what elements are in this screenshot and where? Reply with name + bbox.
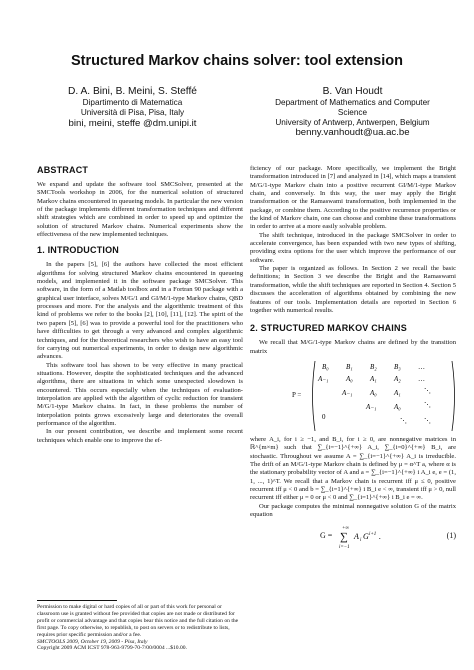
svg-text:0: 0 [322, 412, 326, 421]
svg-text:…: … [418, 374, 425, 383]
svg-text:B₃: B₃ [394, 362, 401, 371]
matrix-equation [250, 523, 456, 549]
abstract-heading: ABSTRACT [37, 165, 89, 175]
author-affiliation: Science [337, 107, 368, 117]
equation-number: (1) [446, 531, 456, 541]
svg-text:A₁: A₁ [370, 374, 377, 383]
svg-text:⋱: ⋱ [400, 416, 407, 425]
left-column [37, 165, 243, 445]
paragraph: In our present contribution, we describe and implement some recent techniques which enable one to improve the ef- [37, 428, 243, 444]
svg-text:A₁: A₁ [394, 388, 401, 397]
author-affiliation: Department of Mathematics and Computer [275, 98, 430, 107]
svg-text:A₀: A₀ [370, 388, 377, 397]
svg-text:i+1: i+1 [369, 532, 377, 538]
paragraph: This software tool has shown to be very effective in many practical situations. However, despite the sophisticated techniques and the advanced algorithms, there are situations in which some unexpected slowdown is encountered. This occurs especially when the techniques of evaluation-interpolation are applied with the algorithm of cyclic reduction for transient M/G/1-type Markov chains. In fact, in these problems the number of interpolation points grows excessively large and deteriorates the overall performance of the algorithm. [37, 361, 243, 427]
author-affiliation: Università di Pisa, Pisa, Italy [80, 107, 185, 117]
paragraph: We recall that M/G/1-type Markov chains are defined by the transition matrix [250, 339, 456, 355]
svg-text:A₋₁: A₋₁ [318, 374, 329, 383]
svg-text:⋱: ⋱ [424, 416, 431, 425]
right-column [250, 165, 456, 553]
author-names: D. A. Bini, B. Meini, S. Steffé [68, 86, 197, 97]
paragraph: Our package computes the minimal nonnegative solution G of the matrix equation [250, 502, 456, 518]
permission-notice: Permission to make digital or hard copies of all or part of this work for personal or classroom use is granted without fee provided that copies are not made or distributed for profit or commercial advantage and that copies bear this notice and the full citation on the first page. To copy otherwise, to republish, to post on servers or to redistribute to lists, requires prior specific permission and/or a fee. [37, 604, 239, 638]
svg-text:G: G [363, 532, 369, 542]
equation-lhs: G = [320, 531, 333, 541]
svg-text:A₋₁: A₋₁ [342, 388, 353, 397]
paper-title: Structured Markov chains solver: tool extension [71, 53, 403, 69]
svg-text:⋱: ⋱ [424, 386, 431, 395]
svg-text:.: . [379, 532, 381, 542]
paragraph: In the papers [5], [6] the authors have collected the most efficient algorithms for solving structured Markov chains encountered in queueing models, and implemented it in the software package SMCSolver. This software, in the form of a Matlab toolbox and in a Fortran 90 package with a graphical user interface, solves M/G/1 and GI/M/1-type Markov chains, QBD processes and more. For the analysis and the algorithmic treatment of this kind of problems we refer to the books [2], [10], [11], [12]. The spirit of the two papers [5], [6] was to provide a powerful tool for the practitioners who have difficulties to get through a very advanced and complex algorithmic techniques, and for the theoretical researchers who wish to have an easy tool for carrying out numerical experiments, in order to design new algorithmic advances. [37, 261, 243, 361]
author-names: B. Van Houdt [322, 86, 383, 97]
author-block-1 [30, 86, 235, 129]
footnote [37, 600, 243, 652]
author-email: bini, meini, steffe @dm.unipi.it [68, 117, 197, 129]
svg-text:A₋₁: A₋₁ [366, 402, 377, 411]
author-block-2 [250, 86, 455, 138]
svg-text:B₁: B₁ [346, 362, 353, 371]
svg-text:B₀: B₀ [322, 362, 329, 371]
svg-text:i: i [360, 538, 362, 544]
paragraph: ficiency of our package. More specifically, we implement the Bright transformation introduced in [7] and analyzed in [14], which maps a transient M/G/1-type Markov chain into a positive recurrent GI/M/1-type Markov chain, and conversely. In this way, the user may apply the Bright transformation or the Ramaswami transformation, both implemented in the package, or combine them. According to the positive recurrence properties or the kind of Markov chain, one can choose and combine these transformations in order to arrive at a more easily solvable problem. [250, 165, 456, 231]
matrix-label: P = [292, 390, 302, 399]
svg-text:A₀: A₀ [394, 402, 401, 411]
paragraph: The shift technique, introduced in the package SMCSolver in order to accelerate convergence, has been expanded with two new types of shifting, providing extra options for the user which improve the performance of our software. [250, 231, 456, 264]
author-affiliation: Dipartimento di Matematica [82, 98, 183, 107]
author-affiliation: University of Antwerp, Antwerpen, Belgium [275, 117, 430, 127]
svg-text:∑: ∑ [340, 531, 348, 544]
svg-text:A₀: A₀ [346, 374, 353, 383]
paragraph: The paper is organized as follows. In Section 2 we recall the basic definitions; in Section 3 we describe the Bright and the Ramaswami transformation, while the shift techniques are reported in Section 4. Section 5 discusses the acceleration of algorithms obtained by combining the new features of our tools. Implementation details are reported in Section 6 together with numerical results. [250, 265, 456, 314]
introduction-heading: 1. INTRODUCTION [37, 245, 120, 256]
copyright: Copyright 2009 ACM ICST 978-963-9799-70-7/00/0004 ...$10.00. [37, 645, 187, 652]
svg-text:A: A [354, 532, 359, 542]
svg-text:i=−1: i=−1 [339, 545, 350, 550]
svg-text:…: … [418, 362, 425, 371]
svg-text:+∞: +∞ [342, 526, 349, 532]
footnote-rule [37, 600, 117, 601]
paragraph: where A_i, for i ≥ −1, and B_i, for i ≥ 0, are nonnegative matrices in ℝ^{m×m} such that ∑_{i=−1}^{+∞} A_i, ∑_{i=0}^{+∞} B_i, are stochastic. Throughout we assume A = ∑_{i=−1}^{+∞} A_i is irreducible. The drift of an M/G/1-type Markov chain is defined by μ = α^T a, where α is the stationary probability vector of A and a = ∑_{i=−1}^{+∞} i A_i e, e = (1, 1, ..., 1)^T. We recall that a Markov chain is recurrent iff μ ≤ 0, positive recurrent iff μ < 0 and b = ∑_{i=1}^{+∞} i B_i e < ∞, transient iff μ > 0, null recurrent iff either μ = 0 or μ < 0 and ∑_{i=1}^{+∞} i B_i e = ∞. [250, 435, 456, 502]
svg-text:⋱: ⋱ [424, 400, 431, 409]
equation-sum-icon [338, 523, 398, 549]
section-heading: 2. STRUCTURED MARKOV CHAINS [250, 323, 407, 334]
matrix-brackets-icon [310, 359, 460, 433]
venue: SMCTOOLS 2009, October 19, 2009 - Pisa, Italy [37, 638, 148, 645]
author-email: benny.vanhoudt@ua.ac.be [295, 127, 410, 139]
svg-text:B₂: B₂ [370, 362, 377, 371]
abstract-text: We expand and update the software tool SMCSolver, presented at the SMCTools workshop in 2006, for the numerical solution of structured Markov chains encountered in queueing models. In particular the new version of the package implements different transformation techniques and different shift strategies which are combined in order to speed up and optimize the solution of structured Markov chains. Numerical experiments show the effectiveness of the new implemented techniques. [37, 181, 243, 239]
svg-text:A₂: A₂ [394, 374, 401, 383]
transition-matrix [250, 359, 456, 433]
